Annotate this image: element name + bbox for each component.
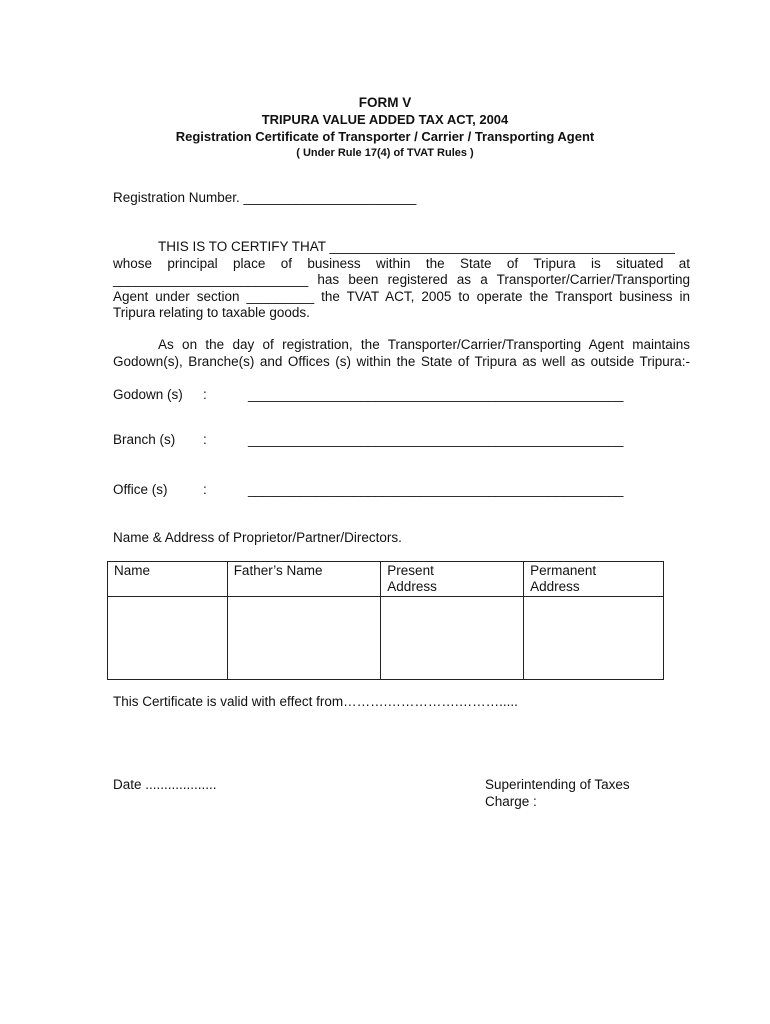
- certify-line-2: whose principal place of business within the State of Tripura is situated at: [113, 255, 690, 271]
- signature-charge: Charge :: [485, 793, 537, 809]
- signature-block: [485, 777, 630, 810]
- column-present-address: Present Address: [381, 562, 524, 597]
- office-label: Office (s): [113, 482, 168, 497]
- directors-table-header-row: [108, 562, 664, 597]
- date-field: Date ...................: [113, 777, 217, 792]
- directors-table-blank-row: [108, 597, 664, 680]
- column-permanent-address: Permanent Address: [524, 562, 664, 597]
- directors-table: [107, 561, 664, 680]
- godown-colon: :: [203, 387, 207, 402]
- registration-day-line-2: Godown(s), Branche(s) and Offices (s) within the State of Tripura as well as outside Tripura:-: [113, 353, 690, 369]
- blank-cell-name: [108, 597, 228, 680]
- registration-day-paragraph: [113, 337, 690, 370]
- act-title: TRIPURA VALUE ADDED TAX ACT, 2004: [261, 112, 509, 127]
- registration-number-field: Registration Number. _______________________: [113, 190, 417, 205]
- godown-blank: __________________________________________________: [248, 387, 624, 402]
- blank-cell-present-address: [381, 597, 524, 680]
- column-name: Name: [108, 562, 228, 597]
- directors-heading: Name & Address of Proprietor/Partner/Directors.: [113, 530, 402, 545]
- certify-line-3: __________________________ has been registered as a Transporter/Carrier/Transporting: [113, 272, 690, 287]
- form-header: [0, 94, 770, 161]
- form-number: FORM V: [358, 95, 412, 110]
- certify-paragraph: [113, 239, 690, 322]
- blank-cell-permanent-address: [524, 597, 664, 680]
- rule-reference: ( Under Rule 17(4) of TVAT Rules ): [296, 147, 474, 159]
- branch-label: Branch (s): [113, 432, 176, 447]
- branch-colon: :: [203, 432, 207, 447]
- godown-label: Godown (s): [113, 387, 183, 402]
- certify-line-5: Tripura relating to taxable goods.: [113, 305, 310, 320]
- office-blank: __________________________________________________: [248, 482, 624, 497]
- branch-blank: __________________________________________________: [248, 432, 624, 447]
- certificate-title: Registration Certificate of Transporter / Carrier / Transporting Agent: [175, 129, 595, 144]
- column-fathers-name: Father’s Name: [227, 562, 381, 597]
- certify-line-4: Agent under section _________ the TVAT ACT, 2005 to operate the Transport business in: [113, 288, 690, 304]
- certify-line-1: THIS IS TO CERTIFY THAT ______________________________________________: [158, 239, 675, 254]
- registration-day-line-1: As on the day of registration, the Transporter/Carrier/Transporting Agent maintains: [158, 337, 690, 352]
- validity-statement: This Certificate is valid with effect from……….…………….……….....: [113, 694, 518, 709]
- signature-title: Superintending of Taxes: [485, 777, 630, 792]
- office-colon: :: [203, 482, 207, 497]
- blank-cell-fathers-name: [227, 597, 381, 680]
